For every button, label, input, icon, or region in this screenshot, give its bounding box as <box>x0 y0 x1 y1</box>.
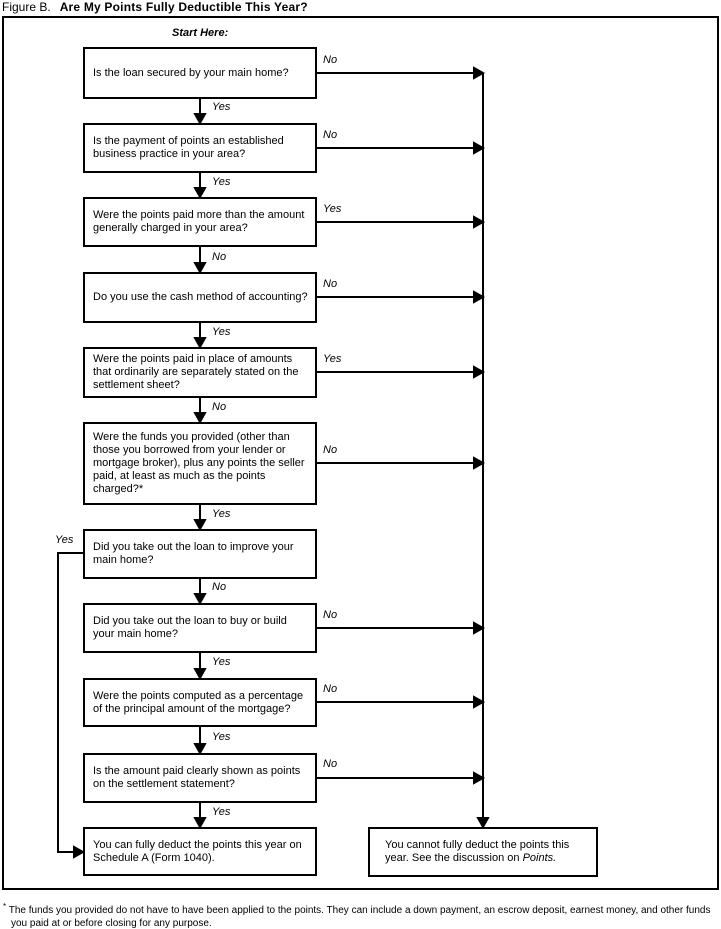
branch-label-no-6: No <box>323 444 338 456</box>
footnote-text-1: The funds you provided do not have to have been applied to the points. They can include a down payment, an escrow deposit, earnest money, and other funds <box>8 905 711 916</box>
footnote <box>3 901 717 929</box>
question-text: Do you use the cash method of accounting? <box>93 291 308 303</box>
start-here-label: Start Here: <box>172 27 229 39</box>
question-text: Were the funds you provided (other than those you borrowed from your lender or mortgage broker), plus any points the seller paid, at least as much as the points charged?* <box>93 431 305 495</box>
question-box-percentage-of-principal <box>83 678 317 727</box>
question-text: Is the payment of points an established business practice in your area? <box>93 135 284 160</box>
result-box-not-fully-deductible <box>368 827 598 877</box>
question-text: Did you take out the loan to buy or build your main home? <box>93 615 287 640</box>
footnote-asterisk: * <box>3 902 7 911</box>
branch-label-no-2: No <box>323 129 338 141</box>
result-text: You can fully deduct the points this year on Schedule A (Form 1040). <box>93 838 302 864</box>
question-box-improve-home <box>83 529 317 579</box>
branch-label-no-10: No <box>323 758 338 770</box>
question-box-established-practice <box>83 123 317 173</box>
question-text: Is the amount paid clearly shown as points on the settlement statement? <box>93 765 301 790</box>
branch-label-yes-7: Yes <box>55 534 74 546</box>
branch-label-yes-5: Yes <box>323 353 342 365</box>
down-label-yes-1: Yes <box>212 101 231 113</box>
result-text <box>385 839 590 865</box>
question-box-funds-provided <box>83 422 317 505</box>
question-box-points-more-than-charged <box>83 197 317 247</box>
down-label-no-7: No <box>212 581 227 593</box>
down-label-yes-9: Yes <box>212 731 231 743</box>
footnote-line-2: you paid at or before closing for any purpose. <box>11 917 212 929</box>
branch-label-no-9: No <box>323 683 338 695</box>
footnote-line-1 <box>3 901 717 918</box>
question-text: Were the points computed as a percentage of the principal amount of the mortgage? <box>93 689 304 715</box>
question-text: Did you take out the loan to improve your main home? <box>93 541 294 566</box>
down-label-no-3: No <box>212 251 227 263</box>
question-box-points-in-place-of-amounts <box>83 347 317 398</box>
question-box-loan-secured <box>83 47 317 99</box>
branch-label-no-4: No <box>323 278 338 290</box>
question-box-buy-build-home <box>83 603 317 653</box>
figure-title <box>2 0 308 14</box>
down-label-no-5: No <box>212 401 227 413</box>
result-text-term: Points. <box>522 852 557 864</box>
question-box-clearly-shown <box>83 753 317 803</box>
branch-label-yes-3: Yes <box>323 203 342 215</box>
question-box-cash-method <box>83 272 317 323</box>
down-label-yes-8: Yes <box>212 656 231 668</box>
question-text: Were the points paid in place of amounts that ordinarily are separately stated on the settlement sheet? <box>93 353 299 391</box>
down-label-yes-6: Yes <box>212 508 231 520</box>
result-text-main: You cannot fully deduct the points this year. See the discussion on <box>385 839 570 864</box>
figure-title-main: Are My Points Fully Deductible This Year? <box>59 0 308 14</box>
branch-label-no-1: No <box>323 54 338 66</box>
branch-label-no-8: No <box>323 609 338 621</box>
down-label-yes-4: Yes <box>212 326 231 338</box>
result-box-fully-deductible <box>83 827 317 876</box>
down-label-yes-10: Yes <box>212 806 231 818</box>
figure-title-prefix: Figure B. <box>2 0 51 14</box>
down-label-yes-2: Yes <box>212 176 231 188</box>
question-text: Is the loan secured by your main home? <box>93 66 289 79</box>
question-text: Were the points paid more than the amount generally charged in your area? <box>93 209 305 234</box>
